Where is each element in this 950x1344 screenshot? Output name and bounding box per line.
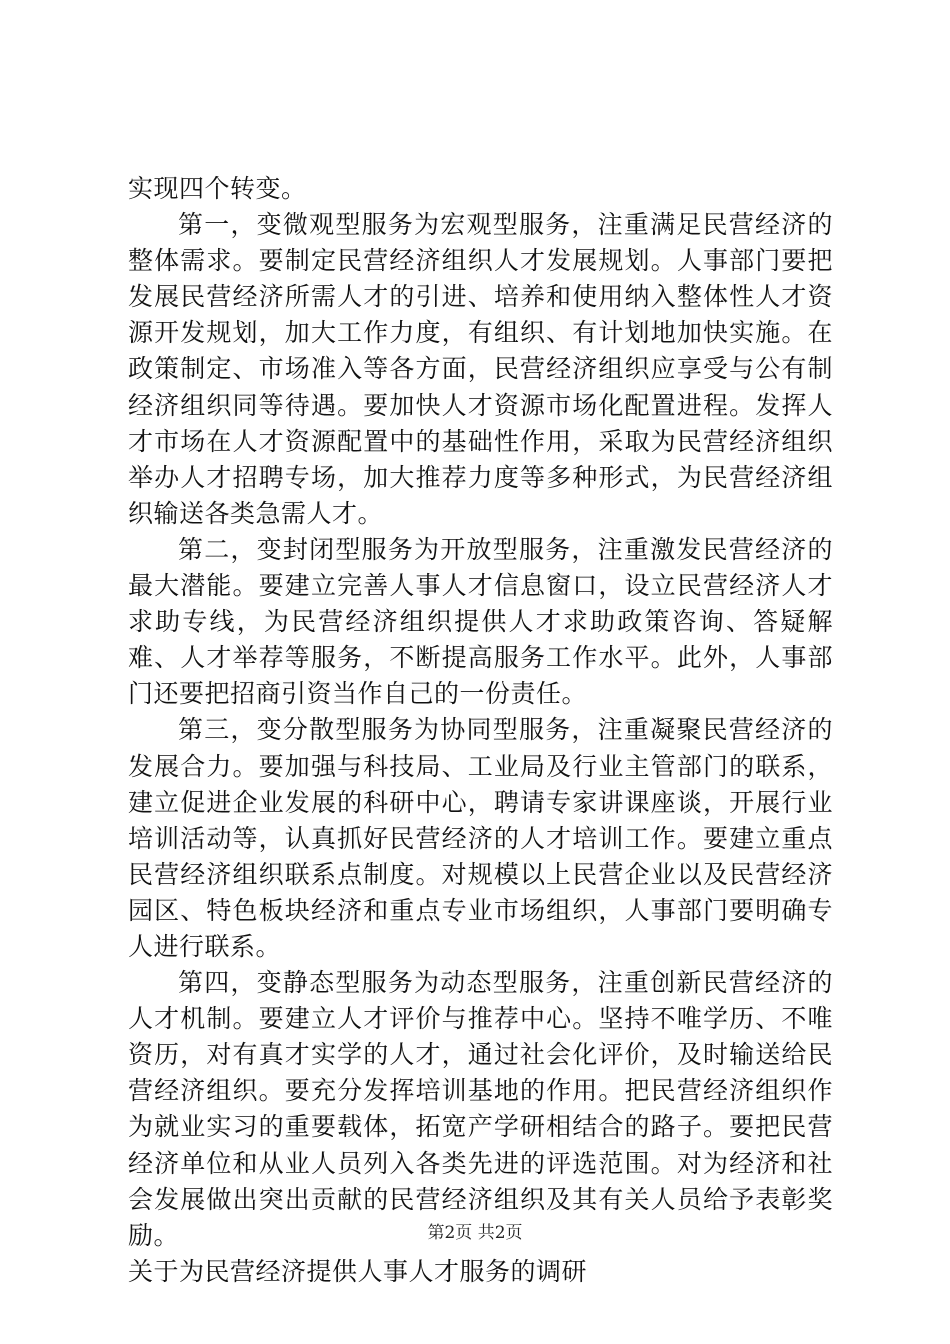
paragraph-intro: 实现四个转变。	[128, 174, 307, 203]
paragraph-third: 第三，变分散型服务为协同型服务，注重凝聚民营经济的发展合力。要加强与科技局、工业局及行业主管部门的联系，建立促进企业发展的科研中心，聘请专家讲课座谈，开展行业培训活动等，认真抓好民营经济的人才培训工作。要建立重点民营经济组织联系点制度。对规模以上民营企业以及民营经济园区、特色板块经济和重点专业市场组织，人事部门要明确专人进行联系。	[128, 715, 833, 961]
page-number-footer: 第2页 共2页	[427, 1223, 523, 1243]
paragraph-fourth: 第四，变静态型服务为动态型服务，注重创新民营经济的人才机制。要建立人才评价与推荐中心。坚持不唯学历、不唯资历，对有真才实学的人才，通过社会化评价，及时输送给民营经济组织。要充分发挥培训基地的作用。把民营经济组织作为就业实习的重要载体，拓宽产学研相结合的路子。要把民营经济单位和从业人员列入各类先进的评选范围。对为经济和社会发展做出突出贡献的民营经济组织及其有关人员给予表彰奖励。	[128, 968, 833, 1250]
paragraph-first: 第一，变微观型服务为宏观型服务，注重满足民营经济的整体需求。要制定民营经济组织人才发展规划。人事部门要把发展民营经济所需人才的引进、培养和使用纳入整体性人才资源开发规划，加大工作力度，有组织、有计划地加快实施。在政策制定、市场准入等各方面，民营经济组织应享受与公有制经济组织同等待遇。要加快人才资源市场化配置进程。发挥人才市场在人才资源配置中的基础性作用，采取为民营经济组织举办人才招聘专场，加大推荐力度等多种形式，为民营经济组织输送各类急需人才。	[128, 210, 833, 528]
closing-title: 关于为民营经济提供人事人才服务的调研	[128, 1256, 588, 1286]
paragraph-second: 第二，变封闭型服务为开放型服务，注重激发民营经济的最大潜能。要建立完善人事人才信息窗口，设立民营经济人才求助专线，为民营经济组织提供人才求助政策咨询、答疑解难、人才举荐等服务，不断提高服务工作水平。此外，人事部门还要把招商引资当作自己的一份责任。	[128, 534, 833, 709]
document-body	[128, 171, 833, 1290]
